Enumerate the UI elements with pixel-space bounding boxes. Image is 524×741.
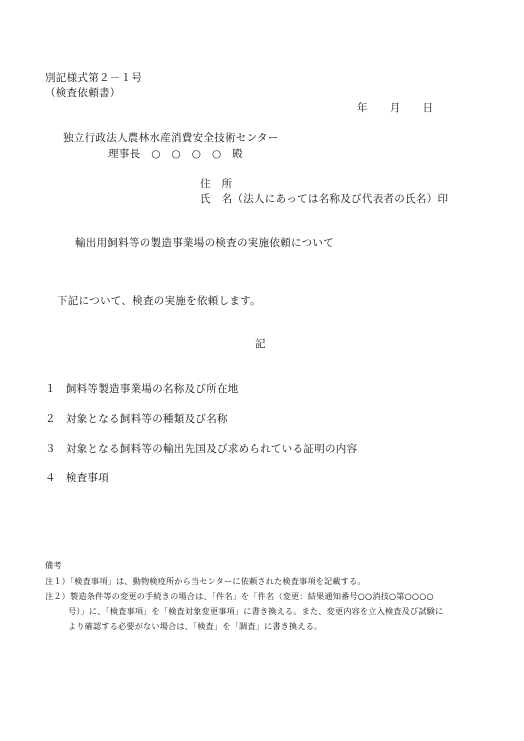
addressee-organization: 独立行政法人農林水産消費安全技術センター — [63, 132, 279, 144]
item-text: 飼料等製造事業場の名称及び所在地 — [65, 383, 239, 395]
item-text: 対象となる飼料等の輸出先国及び求められている証明の内容 — [65, 443, 358, 455]
ki-heading: 記 — [255, 338, 266, 350]
applicant-name-label: 氏 名（法人にあっては名称及び代表者の氏名）印 — [200, 193, 449, 205]
remarks-note-1: 注１）「検査事項」は、動物検疫所から当センターに依頼された検査事項を記載する。 — [45, 576, 366, 586]
remarks-note-2-line-2: 号）」に、「検査事項」を「検査対象変更事項」に書き換える。また、変更内容を立入検査及び試験に — [68, 606, 444, 616]
item-number: ４ — [45, 472, 56, 484]
date-year: 年 — [357, 102, 368, 114]
item-number: ２ — [45, 413, 56, 425]
list-item — [45, 383, 239, 396]
list-item — [45, 413, 228, 426]
item-text: 対象となる飼料等の種類及び名称 — [65, 413, 228, 425]
date-day: 日 — [422, 102, 434, 114]
remarks-heading: 備考 — [45, 560, 62, 570]
document-subject: 輸出用飼料等の製造事業場の検査の実施依頼について — [75, 237, 334, 249]
applicant-address-label: 住 所 — [200, 178, 233, 190]
form-number: 別記様式第２－１号 — [45, 72, 143, 84]
date-line — [357, 102, 433, 115]
list-item — [45, 472, 109, 485]
addressee-title: 理事長 ○ ○ ○ ○ 殿 — [108, 148, 244, 160]
remarks-note-2-line-3: より確認する必要がない場合は、「検査」を「調査」に書き換える。 — [68, 621, 323, 631]
remarks-note-2-line-1: 注２）製造条件等の変更の手続きの場合は、「件名」を「件名（変更：結果通知番号○○消技○第○○○○ — [45, 591, 434, 601]
item-number: １ — [45, 383, 56, 395]
list-item — [45, 443, 357, 456]
item-number: ３ — [45, 443, 56, 455]
date-month: 月 — [389, 102, 401, 114]
form-type: （検査依頼書） — [45, 87, 121, 99]
item-text: 検査事項 — [65, 472, 110, 484]
body-text: 下記について、検査の実施を依頼します。 — [57, 295, 261, 307]
